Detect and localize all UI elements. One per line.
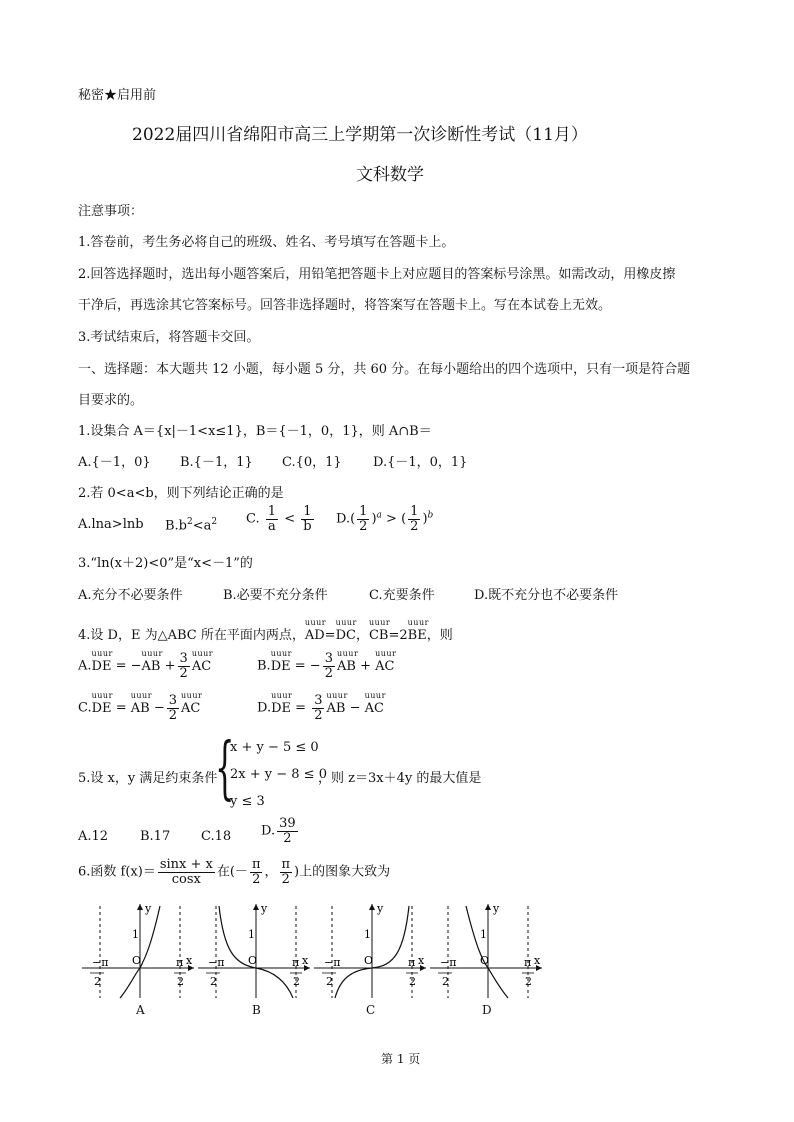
fraction: $\frac{3}{2}$ (314, 693, 323, 723)
section1-line-b: 目要求的。 (78, 393, 144, 408)
tick-one: 1 (480, 928, 487, 941)
tick-two: 2 (409, 975, 416, 988)
axis-y-label: y (493, 902, 500, 915)
brace: { (215, 729, 235, 808)
tick-neg-pi: −π (440, 956, 457, 969)
axis-x-label: x (186, 954, 193, 967)
section1-line-a: 一、选择题：本大题共 12 小题，每小题 5 分，共 60 分。在每小题给出的四个选项中，只有一项是符合题 (78, 362, 691, 377)
q5-option-a: A.12 (78, 829, 109, 844)
graph-b-label: B (252, 1003, 261, 1017)
graph-c (310, 900, 430, 1000)
origin-label: O (364, 954, 374, 967)
q5-constraint-1: x + y − 5 ≤ 0 (230, 740, 319, 755)
tick-neg-pi: −π (208, 956, 225, 969)
q2-stem: 2.若 0<a<b，则下列结论正确的是 (78, 486, 284, 501)
page-number: 第 1 页 (381, 1052, 421, 1066)
q4-option-c: C.uuur DE = uuur AB − $\frac{3}{2}$ uuur AC (78, 694, 200, 722)
q2-option-a: A.lna>lnb (78, 517, 144, 532)
q3-option-d: D.既不充分也不必要条件 (474, 588, 619, 603)
axis-x-label: x (302, 954, 309, 967)
q5-option-b: B.17 (140, 829, 171, 844)
fraction: $\frac{3}{2}$ (168, 693, 178, 723)
q5-constraint-3: y ≤ 3 (230, 794, 265, 809)
tick-one: 1 (248, 928, 255, 941)
q1-option-c: C.{0，1} (282, 455, 342, 470)
tick-two: 2 (177, 975, 184, 988)
q2-option-c: C. $\frac{1}{a}$ < $\frac{1}{b}$ (246, 504, 312, 534)
note-2a: 2.回答选择题时，选出每小题答案后，用铅笔把答题卡上对应题目的答案标号涂黑。如需改动，用橡皮擦 (78, 267, 676, 282)
origin-label: O (480, 954, 490, 967)
axis-x-label: x (534, 954, 541, 967)
q2-option-b: $B.b^2<a^2$ (165, 517, 218, 534)
axis-y-label: y (377, 902, 384, 915)
q5-option-d: D. $\frac{39}{2}$ (261, 816, 296, 846)
q3-option-b: B.必要不充分条件 (223, 588, 328, 603)
tick-neg-pi: −π (324, 956, 341, 969)
q6-stem: 6.函数 f(x)＝ $\frac{\sin x + x}{\cos x}$ 在(－ $\frac{\pi}{2}$ ， $\frac{\pi}{2}$ )上的图象大致为 (78, 857, 391, 887)
fraction: $\frac{1}{2}$ (359, 504, 368, 534)
q5-constraint-2: 2x + y − 8 ≤ 0 (230, 767, 327, 782)
fraction: $\frac{3}{2}$ (324, 651, 333, 681)
tick-neg-pi: −π (92, 956, 109, 969)
note-2b: 干净后，再选涂其它答案标号。回答非选择题时，将答案写在答题卡上。写在本试卷上无效。 (78, 298, 612, 313)
tick-one: 1 (132, 928, 139, 941)
tick-two: 2 (210, 975, 217, 988)
tick-two: 2 (525, 975, 532, 988)
fraction: $\frac{1}{2}$ (410, 504, 419, 534)
q3-stem: 3.“ln(x＋2)<0”是“x<－1”的 (78, 556, 253, 571)
graph-d-label: D (482, 1003, 492, 1017)
fraction: $\frac{39}{2}$ (279, 816, 296, 846)
tick-pi: π (176, 956, 184, 969)
tick-pi: π (524, 956, 532, 969)
fraction: $\frac{\pi}{2}$ (251, 857, 261, 887)
graph-d (426, 900, 546, 1000)
q1-option-d: D.{－1，0，1} (373, 455, 468, 470)
exam-subtitle: 文科数学 (356, 165, 424, 185)
axis-x-label: x (418, 954, 425, 967)
tick-two: 2 (326, 975, 333, 988)
note-1: 1.答卷前，考生务必将自己的班级、姓名、考号填写在答题卡上。 (78, 235, 455, 250)
fraction: $\frac{\pi}{2}$ (281, 857, 291, 887)
secret-mark: 秘密★启用前 (78, 88, 157, 103)
fraction: $\frac{1}{b}$ (303, 504, 312, 534)
axis-y-label: y (261, 902, 268, 915)
axis-y-label: y (145, 902, 152, 915)
tick-two: 2 (293, 975, 300, 988)
graph-c-label: C (366, 1003, 376, 1017)
fraction: $\frac{\sin x + x}{\cos x}$ (159, 857, 213, 887)
q5-option-c: C.18 (201, 829, 232, 844)
tick-one: 1 (364, 928, 371, 941)
q4-option-d: D.uuur DE = $\frac{3}{2}$ uuur AB − uuur AC (257, 694, 384, 722)
tick-two: 2 (94, 975, 101, 988)
q4-option-a: A.uuur DE = −uuur AB + $\frac{3}{2}$ uuur AC (78, 652, 211, 680)
graph-a (78, 900, 198, 1000)
q4-option-b: B.uuur DE = − $\frac{3}{2}$ uuur AB + uuur AC (257, 652, 394, 680)
q3-option-a: A.充分不必要条件 (78, 588, 183, 603)
q4-stem: 4.设 D，E 为△ABC 所在平面内两点，uuur AD=uuur DC，uuur CB=2uuur BE，则 (78, 624, 453, 643)
graph-a-label: A (136, 1003, 145, 1017)
notes-heading: 注意事项： (78, 204, 144, 219)
tick-pi: π (408, 956, 416, 969)
graph-b (194, 900, 314, 1000)
q2-option-d: D.( $\frac{1}{2}$ )$^a$ > ( $\frac{1}{2}$ )$^b$ (336, 504, 434, 534)
q3-option-c: C.充要条件 (369, 588, 435, 603)
q1-option-a: A.{－1，0} (78, 455, 151, 470)
origin-label: O (248, 954, 258, 967)
q5-stem-post: ，则 z＝3x＋4y 的最大值是 (318, 771, 482, 786)
exam-title: 2022届四川省绵阳市高三上学期第一次诊断性考试（11月） (132, 125, 588, 145)
tick-pi: π (292, 956, 300, 969)
q5-stem-pre: 5.设 x，y 满足约束条件 (78, 771, 218, 786)
origin-label: O (132, 954, 142, 967)
q1-stem: 1.设集合 A＝{x|－1<x≤1}，B＝{－1，0，1}，则 A∩B＝ (78, 424, 432, 439)
note-3: 3.考试结束后，将答题卡交回。 (78, 330, 260, 345)
q1-option-b: B.{－1，1} (180, 455, 253, 470)
fraction: $\frac{1}{a}$ (267, 504, 277, 534)
tick-two: 2 (442, 975, 449, 988)
fraction: $\frac{3}{2}$ (179, 651, 188, 681)
